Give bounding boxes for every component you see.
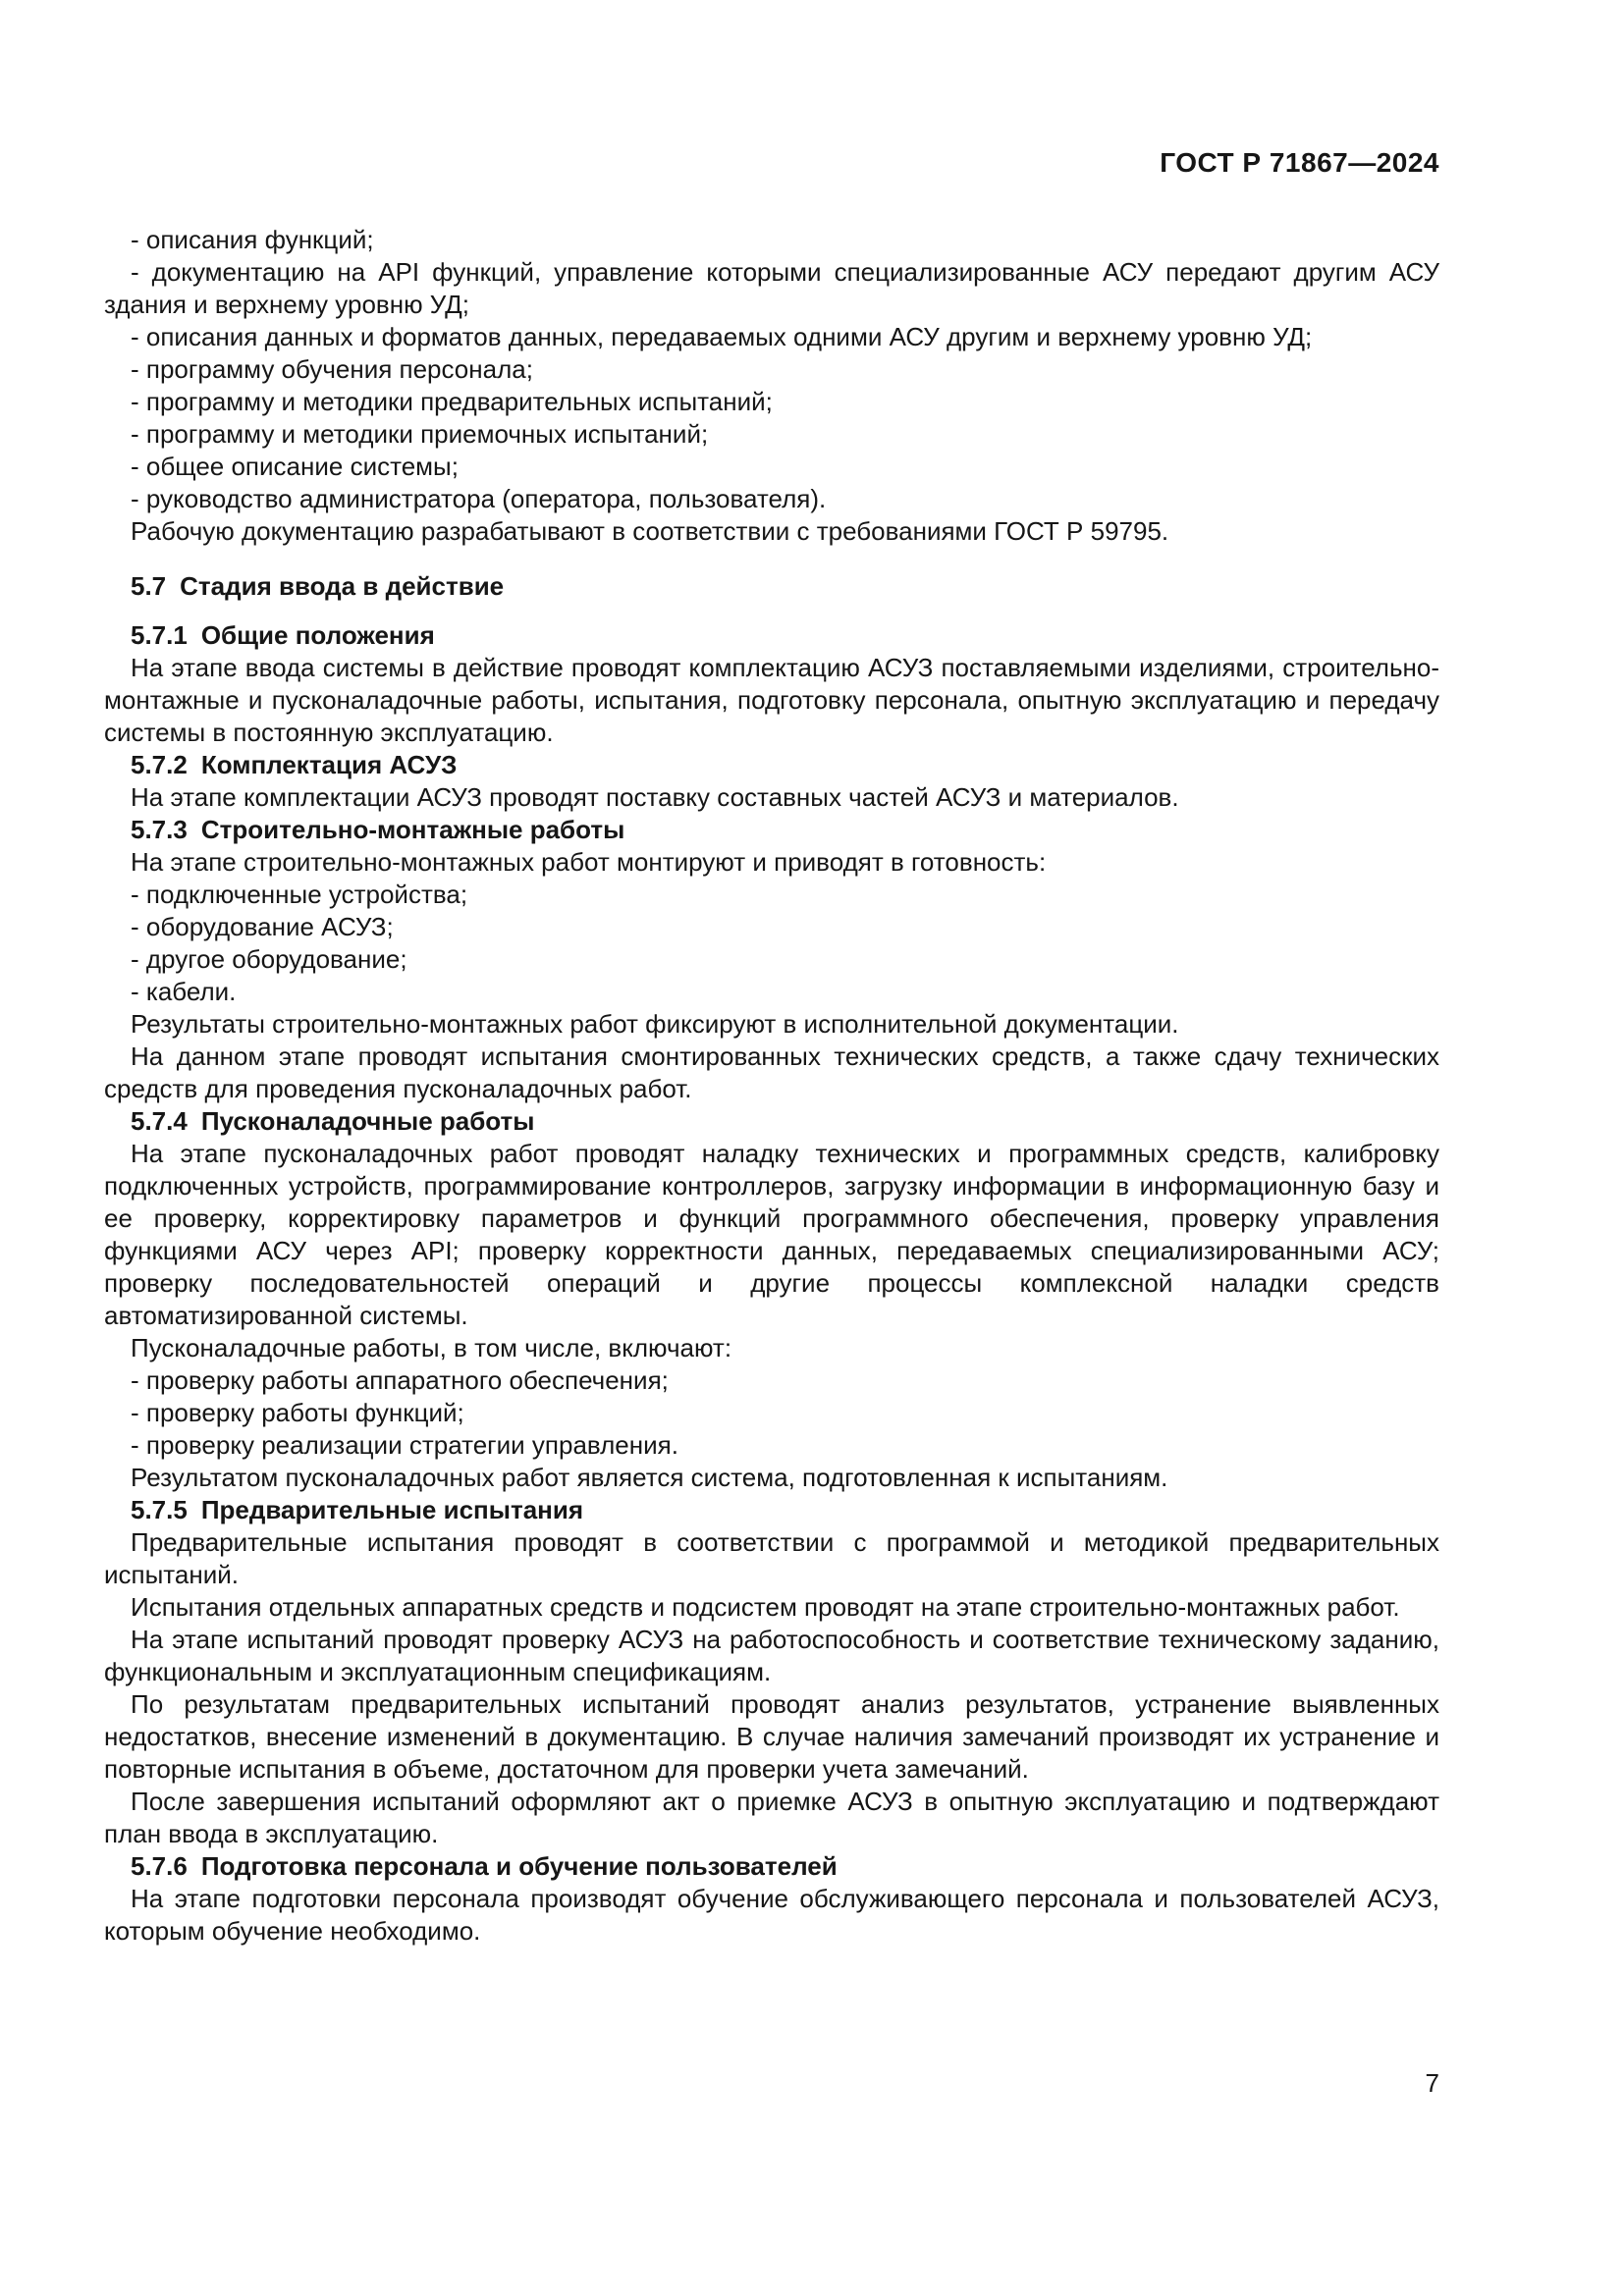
list-item: - оборудование АСУЗ; xyxy=(131,912,394,941)
paragraph: На данном этапе проводят испытания смонтированных технических средств, а также сдачу технических средств для проведения пусконаладочных работ. xyxy=(104,1041,1439,1103)
heading-number: 5.7.1 xyxy=(131,620,188,650)
list-item: - описания функций; xyxy=(131,225,374,254)
list-item: - общее описание системы; xyxy=(131,452,459,481)
paragraph: На этапе ввода системы в действие проводят комплектацию АСУЗ поставляемыми изделиями, строительно-монтажные и пусконаладочные работы, испытания, подготовку персонала, опытную эксплуатацию и передачу системы в постоянную эксплуатацию. xyxy=(104,653,1439,747)
subsection-heading xyxy=(104,814,1439,846)
list-item: - программу обучения персонала; xyxy=(131,354,533,384)
document-body xyxy=(104,224,1439,1948)
paragraph: Результатом пусконаладочных работ является система, подготовленная к испытаниям. xyxy=(131,1463,1168,1492)
heading-number: 5.7.5 xyxy=(131,1495,188,1524)
heading-number: 5.7.6 xyxy=(131,1851,188,1881)
subsection-heading xyxy=(104,1850,1439,1883)
heading-title: Стадия ввода в действие xyxy=(180,571,505,601)
subsection-heading xyxy=(104,1494,1439,1526)
list-item: - программу и методики предварительных испытаний; xyxy=(131,387,773,416)
list-item: - руководство администратора (оператора, пользователя). xyxy=(131,484,827,513)
paragraph: Рабочую документацию разрабатывают в соответствии с требованиями ГОСТ Р 59795. xyxy=(131,516,1169,546)
paragraph: Пусконаладочные работы, в том числе, включают: xyxy=(131,1333,732,1362)
heading-number: 5.7.4 xyxy=(131,1106,188,1136)
list-item: - проверку реализации стратегии управления. xyxy=(131,1430,678,1460)
page-number: 7 xyxy=(1425,2068,1439,2098)
list-item: - проверку работы аппаратного обеспечения; xyxy=(131,1365,669,1395)
list-item: - кабели. xyxy=(131,977,237,1006)
document-header xyxy=(104,147,1439,179)
list-item: - другое оборудование; xyxy=(131,944,407,974)
heading-title: Подготовка персонала и обучение пользователей xyxy=(200,1851,838,1881)
list-item: - подключенные устройства; xyxy=(131,880,468,909)
heading-number: 5.7.2 xyxy=(131,750,188,779)
subsection-heading xyxy=(104,619,1439,652)
paragraph: На этапе комплектации АСУЗ проводят поставку составных частей АСУЗ и материалов. xyxy=(131,782,1179,812)
list-item: - описания данных и форматов данных, передаваемых одними АСУ другим и верхнему уровню УД; xyxy=(131,322,1313,351)
heading-title: Строительно-монтажные работы xyxy=(200,815,625,844)
paragraph: На этапе подготовки персонала производят обучение обслуживающего персонала и пользователей АСУЗ, которым обучение необходимо. xyxy=(104,1884,1439,1946)
list-item: - программу и методики приемочных испытаний; xyxy=(131,419,709,449)
heading-title: Комплектация АСУЗ xyxy=(200,750,458,779)
paragraph: Предварительные испытания проводят в соответствии с программой и методикой предварительных испытаний. xyxy=(104,1527,1439,1589)
paragraph: После завершения испытаний оформляют акт о приемке АСУЗ в опытную эксплуатацию и подтверждают план ввода в эксплуатацию. xyxy=(104,1787,1439,1848)
paragraph: По результатам предварительных испытаний проводят анализ результатов, устранение выявленных недостатков, внесение изменений в документацию. В случае наличия замечаний производят их устранение и повторные испытания в объеме, достаточном для проверки учета замечаний. xyxy=(104,1689,1439,1784)
standard-designation: ГОСТ Р 71867—2024 xyxy=(1160,147,1439,178)
heading-title: Пусконаладочные работы xyxy=(200,1106,535,1136)
paragraph: На этапе испытаний проводят проверку АСУЗ на работоспособность и соответствие техническому заданию, функциональным и эксплуатационным спецификациям. xyxy=(104,1625,1439,1686)
paragraph: На этапе пусконаладочных работ проводят наладку технических и программных средств, калибровку подключенных устройств, программирование контроллеров, загрузку информации в информационную базу и ее проверку, корректировку параметров и функций программного обеспечения, проверку управления функциями АСУ через API; проверку корректности данных, передаваемых специализированными АСУ; проверку последовательностей операций и другие процессы комплексной наладки средств автоматизированной системы. xyxy=(104,1139,1439,1330)
heading-number: 5.7 xyxy=(131,571,167,601)
heading-number: 5.7.3 xyxy=(131,815,188,844)
paragraph: Испытания отдельных аппаратных средств и подсистем проводят на этапе строительно-монтажных работ. xyxy=(131,1592,1400,1622)
list-item: - документацию на API функций, управление которыми специализированные АСУ передают другим АСУ здания и верхнему уровню УД; xyxy=(104,257,1439,319)
subsection-heading xyxy=(104,749,1439,781)
paragraph: На этапе строительно-монтажных работ монтируют и приводят в готовность: xyxy=(131,847,1047,877)
list-item: - проверку работы функций; xyxy=(131,1398,464,1427)
paragraph: Результаты строительно-монтажных работ фиксируют в исполнительной документации. xyxy=(131,1009,1179,1039)
subsection-heading xyxy=(104,1105,1439,1138)
section-heading xyxy=(104,570,1439,603)
heading-title: Предварительные испытания xyxy=(200,1495,584,1524)
heading-title: Общие положения xyxy=(200,620,435,650)
